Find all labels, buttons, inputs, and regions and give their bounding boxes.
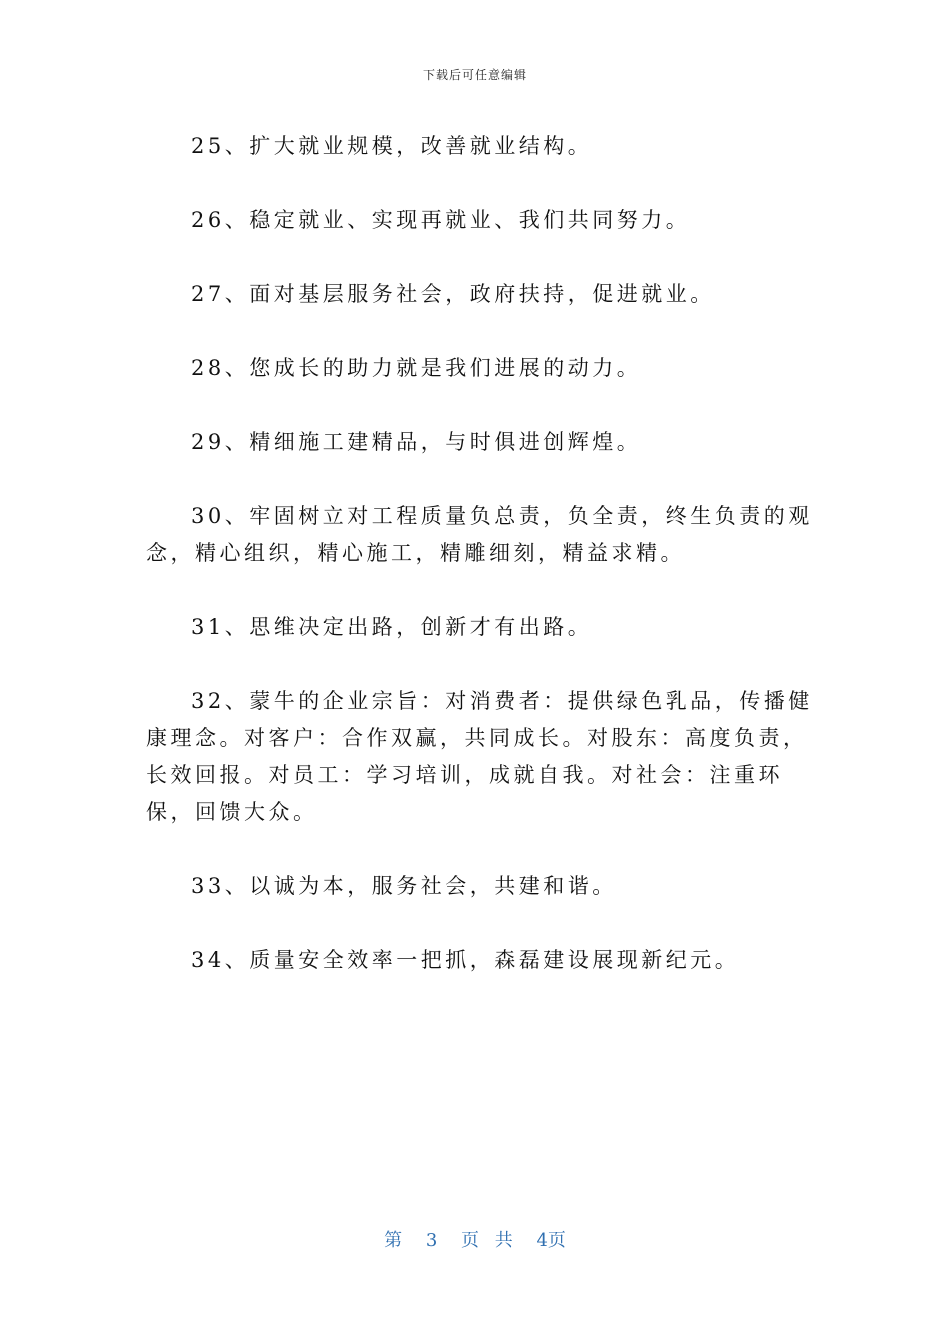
paragraph-26: 26、稳定就业、实现再就业、我们共同努力。: [191, 208, 691, 232]
document-body: [146, 128, 826, 1016]
paragraph-29: 29、精细施工建精品，与时俱进创辉煌。: [191, 430, 642, 454]
paragraph-28: 28、您成长的助力就是我们进展的动力。: [191, 356, 642, 380]
paragraph-32: 32、蒙牛的企业宗旨：对消费者：提供绿色乳品，传播健康理念。对客户：合作双赢，共同成长。对股东：高度负责，长效回报。对员工：学习培训，成就自我。对社会：注重环保，回馈大众。: [146, 689, 813, 824]
paragraph-25: 25、扩大就业规模，改善就业结构。: [191, 134, 593, 158]
paragraph-34: 34、质量安全效率一把抓，森磊建设展现新纪元。: [191, 948, 740, 972]
paragraph-27: 27、面对基层服务社会，政府扶持，促进就业。: [191, 282, 715, 306]
header-note: 下载后可任意编辑: [422, 68, 527, 82]
footer-page-label: 第: [384, 1230, 403, 1251]
footer-of-label: 页 共: [461, 1230, 513, 1251]
paragraph-31: 31、思维决定出路，创新才有出路。: [191, 615, 593, 639]
footer-current-page: 3: [425, 1230, 438, 1251]
paragraph-30: 30、牢固树立对工程质量负总责，负全责，终生负责的观念，精心组织，精心施工，精雕细刻，精益求精。: [146, 504, 813, 565]
footer-total-pages: 4页: [536, 1230, 566, 1251]
page-footer: [0, 1226, 950, 1252]
paragraph-33: 33、以诚为本，服务社会，共建和谐。: [191, 874, 617, 898]
